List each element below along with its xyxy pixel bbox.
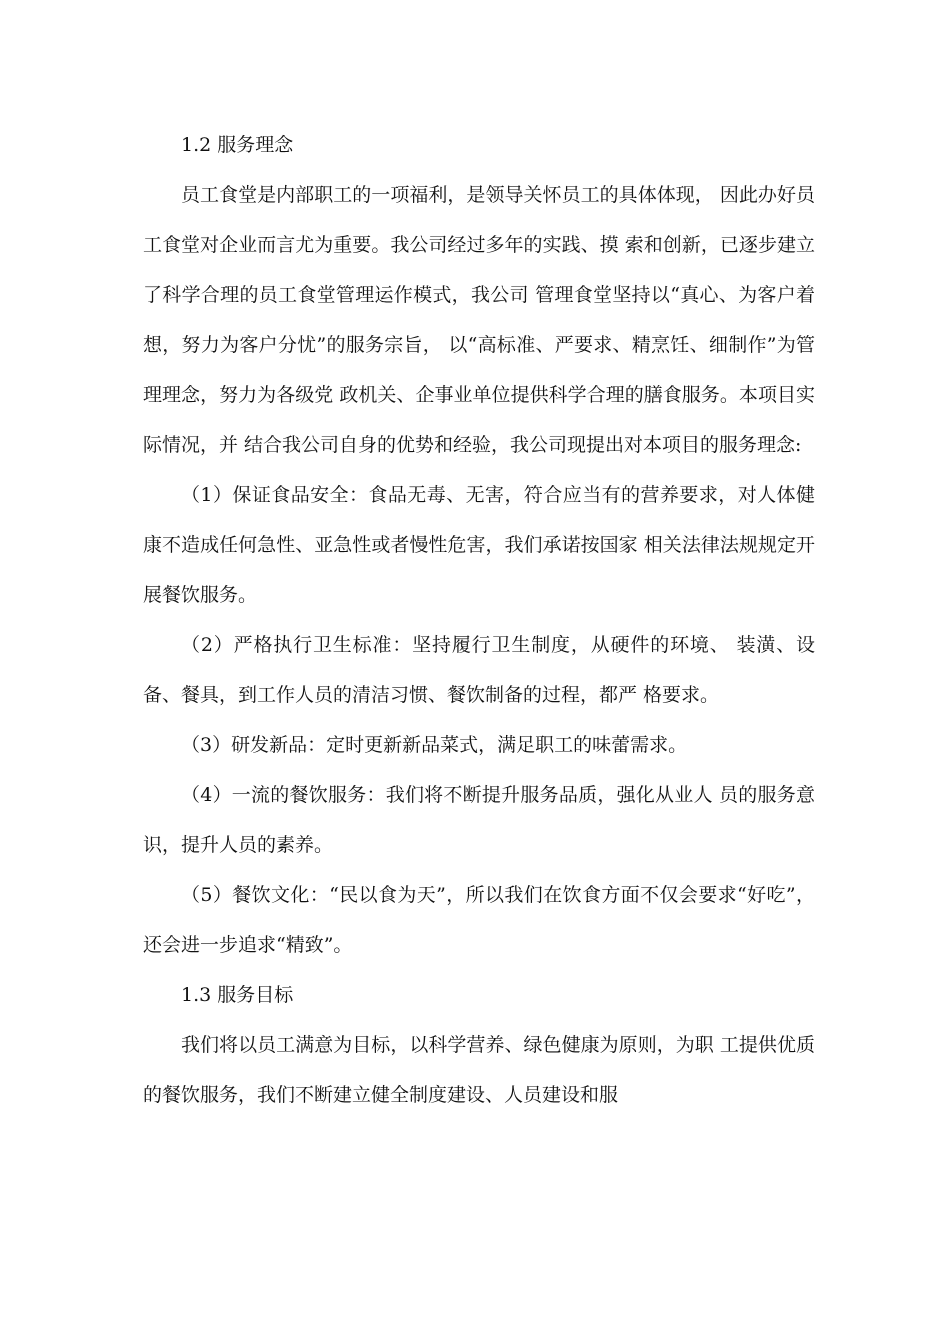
paragraph-item-5: （5）餐饮文化：“民以食为天”，所以我们在饮食方面不仅会要求“好吃”，还会进一步追求“精致”。: [143, 884, 815, 956]
paragraph-item-4: （4）一流的餐饮服务：我们将不断提升服务品质，强化从业人 员的服务意识，提升人员的素养。: [143, 784, 815, 856]
document-body: [143, 120, 815, 1120]
paragraph-intro: 员工食堂是内部职工的一项福利，是领导关怀员工的具体体现， 因此办好员工食堂对企业而言尤为重要。我公司经过多年的实践、摸 索和创新，已逐步建立了科学合理的员工食堂管理运作模式，我公司 管理食堂坚持以“真心、为客户着想，努力为客户分忧”的服务宗旨， 以“高标准、严要求、精烹饪、细制作”为管理理念，努力为各级党 政机关、企事业单位提供科学合理的膳食服务。本项目实际情况，并 结合我公司自身的优势和经验，我公司现提出对本项目的服务理念:: [143, 184, 815, 456]
paragraph-goals: 我们将以员工满意为目标，以科学营养、绿色健康为原则，为职 工提供优质的餐饮服务，我们不断建立健全制度建设、人员建设和服: [143, 1034, 815, 1106]
section-heading-service-goals: 1.3 服务目标: [181, 984, 294, 1006]
paragraph-item-1: （1）保证食品安全：食品无毒、无害，符合应当有的营养要求，对人体健康不造成任何急性、亚急性或者慢性危害，我们承诺按国家 相关法律法规规定开展餐饮服务。: [143, 484, 815, 606]
paragraph-item-3: （3）研发新品：定时更新新品菜式，满足职工的味蕾需求。: [181, 734, 688, 756]
section-heading-service-philosophy: 1.2 服务理念: [181, 134, 294, 156]
paragraph-item-2: （2）严格执行卫生标准：坚持履行卫生制度，从硬件的环境、 装潢、设备、餐具，到工作人员的清洁习惯、餐饮制备的过程，都严 格要求。: [143, 634, 815, 706]
